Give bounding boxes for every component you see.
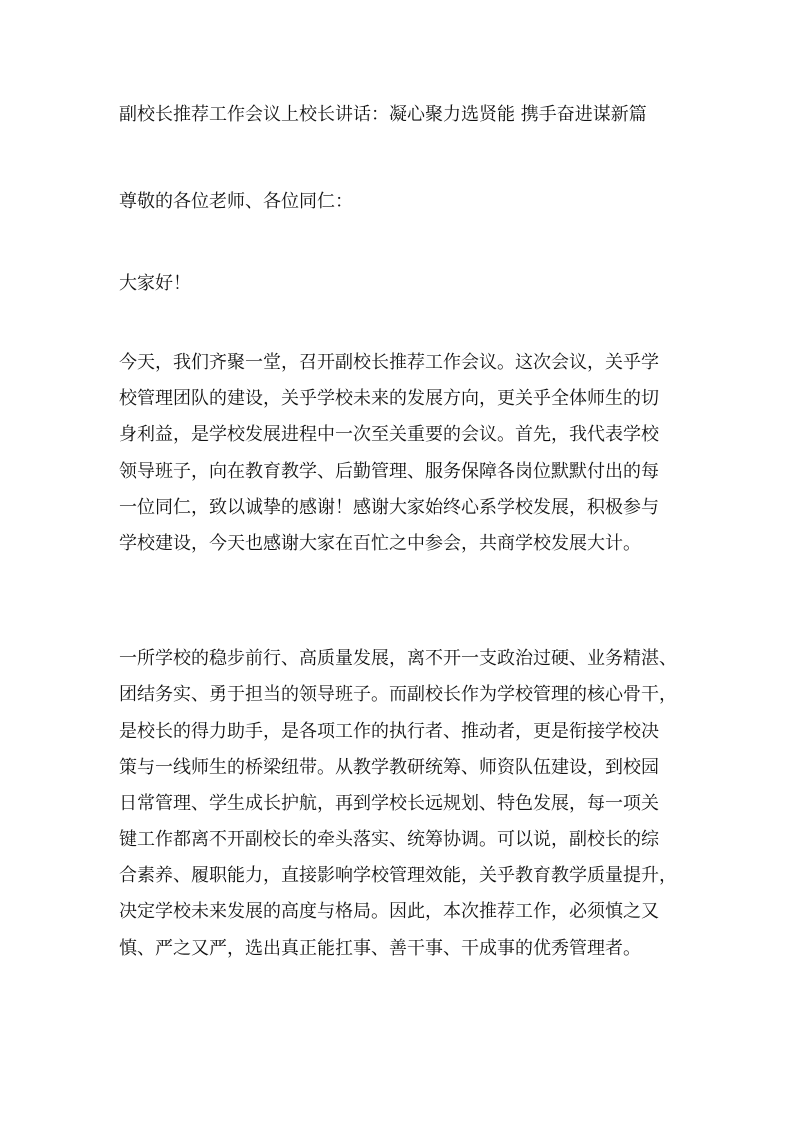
paragraph-line: 键工作都离不开副校长的牵头落实、统筹协调。可以说，副校长的综 <box>119 829 659 850</box>
paragraph-line: 身利益，是学校发展进程中一次至关重要的会议。首先，我代表学校 <box>119 424 659 445</box>
paragraph-line: 一位同仁，致以诚挚的感谢！感谢大家始终心系学校发展，积极参与 <box>119 497 659 518</box>
paragraph-line: 策与一线师生的桥梁纽带。从教学教研统筹、师资队伍建设，到校园 <box>119 757 659 778</box>
paragraph-line: 领导班子，向在教育教学、后勤管理、服务保障各岗位默默付出的每 <box>119 461 659 482</box>
paragraph-line: 是校长的得力助手，是各项工作的执行者、推动者，更是衔接学校决 <box>119 721 659 742</box>
paragraph-line: 一所学校的稳步前行、高质量发展，离不开一支政治过硬、业务精湛、 <box>119 648 677 669</box>
paragraph-line: 决定学校未来发展的高度与格局。因此，本次推荐工作，必须慎之又 <box>119 901 659 922</box>
greeting: 大家好！ <box>119 273 191 294</box>
paragraph-line: 校管理团队的建设，关乎学校未来的发展方向，更关乎全体师生的切 <box>119 388 659 409</box>
paragraph-line: 慎、严之又严，选出真正能扛事、善干事、干成事的优秀管理者。 <box>119 938 641 959</box>
paragraph-line: 日常管理、学生成长护航，再到学校长远规划、特色发展，每一项关 <box>119 793 659 814</box>
salutation: 尊敬的各位老师、各位同仁： <box>119 191 353 212</box>
paragraph-line: 合素养、履职能力，直接影响学校管理效能，关乎教育教学质量提升， <box>119 865 677 886</box>
document-title: 副校长推荐工作会议上校长讲话：凝心聚力选贤能 携手奋进谋新篇 <box>119 104 647 125</box>
paragraph-line: 今天，我们齐聚一堂，召开副校长推荐工作会议。这次会议，关乎学 <box>119 352 659 373</box>
paragraph-line: 学校建设，今天也感谢大家在百忙之中参会，共商学校发展大计。 <box>119 533 641 554</box>
paragraph-line: 团结务实、勇于担当的领导班子。而副校长作为学校管理的核心骨干， <box>119 684 677 705</box>
